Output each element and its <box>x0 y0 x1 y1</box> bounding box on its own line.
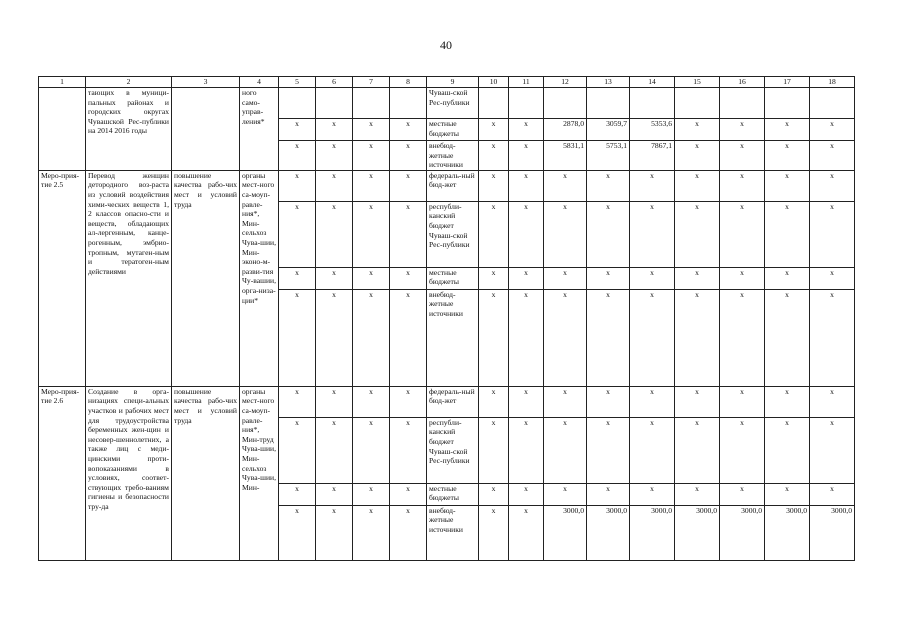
indicator-cell: x <box>509 170 544 201</box>
indicator-cell: x <box>353 505 390 560</box>
indicator-cell: x <box>279 141 316 171</box>
indicator-cell: x <box>316 505 353 560</box>
amount-cell: x <box>810 417 855 483</box>
indicator-cell: x <box>509 289 544 386</box>
measure-id: Меро-прия-тие 2.6 <box>39 386 86 560</box>
indicator-cell: x <box>353 170 390 201</box>
amount-cell: x <box>765 141 810 171</box>
amount-cell: x <box>675 386 720 417</box>
amount-cell: 5353,6 <box>630 119 675 141</box>
funding-source: федераль-ный бюд-жет <box>427 170 479 201</box>
amount-cell: x <box>630 289 675 386</box>
amount-cell: 7867,1 <box>630 141 675 171</box>
indicator-cell: x <box>509 201 544 267</box>
column-number: 3 <box>172 77 240 88</box>
column-number: 15 <box>675 77 720 88</box>
amount-cell: x <box>675 483 720 505</box>
amount-cell: x <box>675 119 720 141</box>
column-number: 5 <box>279 77 316 88</box>
amount-cell: x <box>630 170 675 201</box>
amount-cell: x <box>810 267 855 289</box>
indicator-cell: x <box>390 141 427 171</box>
indicator-cell: x <box>509 483 544 505</box>
indicator-cell: x <box>316 386 353 417</box>
amount-cell: x <box>587 386 630 417</box>
funding-source: местные бюджеты <box>427 267 479 289</box>
amount-cell: x <box>720 289 765 386</box>
indicator-cell: x <box>279 505 316 560</box>
amount-cell: x <box>675 141 720 171</box>
indicator-cell: x <box>353 267 390 289</box>
indicator-cell: x <box>316 141 353 171</box>
amount-cell: x <box>720 417 765 483</box>
indicator-cell: x <box>353 483 390 505</box>
column-number: 9 <box>427 77 479 88</box>
indicator-cell: x <box>353 119 390 141</box>
measure-id <box>39 88 86 171</box>
indicator-cell: x <box>390 119 427 141</box>
funding-source: внебюд-жетные источники <box>427 141 479 171</box>
column-number: 14 <box>630 77 675 88</box>
amount-cell: x <box>720 201 765 267</box>
amount-cell: x <box>810 386 855 417</box>
amount-cell: x <box>765 417 810 483</box>
indicator-cell: x <box>353 201 390 267</box>
amount-cell: 3000,0 <box>587 505 630 560</box>
amount-cell: x <box>587 483 630 505</box>
indicator-cell: x <box>353 417 390 483</box>
amount-cell: x <box>630 267 675 289</box>
amount-cell: x <box>544 289 587 386</box>
amount-cell: 5831,1 <box>544 141 587 171</box>
indicator-cell: x <box>279 417 316 483</box>
amount-cell: x <box>810 119 855 141</box>
amount-cell <box>587 88 630 119</box>
amount-cell: x <box>544 201 587 267</box>
amount-cell: 3000,0 <box>810 505 855 560</box>
table-row <box>39 386 855 417</box>
amount-cell: x <box>765 201 810 267</box>
indicator-cell: x <box>509 505 544 560</box>
indicator-cell: x <box>279 483 316 505</box>
measure-name: Создание в орга-низациях специ-альных участков и рабочих мест для трудоустройства беременных жен-щин и несовер-шеннолетних, а также лиц с меди-цинскими проти-вопоказаниями в условиях, соответ-ствующих требо-ваниям гигиены и безопасности тру-да <box>86 386 172 560</box>
amount-cell: 5753,1 <box>587 141 630 171</box>
indicator-cell: x <box>353 386 390 417</box>
amount-cell: x <box>810 170 855 201</box>
column-number: 18 <box>810 77 855 88</box>
amount-cell: x <box>720 483 765 505</box>
amount-cell <box>630 88 675 119</box>
amount-cell: x <box>675 289 720 386</box>
amount-cell: x <box>720 141 765 171</box>
column-number: 16 <box>720 77 765 88</box>
measure-id: Меро-прия-тие 2.5 <box>39 170 86 386</box>
amount-cell: 3000,0 <box>544 505 587 560</box>
indicator-cell: x <box>509 386 544 417</box>
funding-source: Чуваш-ской Рес-публики <box>427 88 479 119</box>
indicator-cell <box>316 88 353 119</box>
column-number: 10 <box>479 77 509 88</box>
responsible-executors: органы мест-ного са-моуп-равле-ния*, Мин-труд Чува-шии, Мин-сельхоз Чува-шии, Мин- <box>240 386 279 560</box>
measure-goal <box>172 88 240 171</box>
indicator-cell: x <box>390 170 427 201</box>
indicator-cell: x <box>479 505 509 560</box>
indicator-cell: x <box>509 417 544 483</box>
header-row <box>39 77 855 88</box>
indicator-cell: x <box>479 267 509 289</box>
indicator-cell: x <box>316 119 353 141</box>
measure-goal: повышение качества рабо-чих мест и условий труда <box>172 170 240 386</box>
amount-cell <box>765 88 810 119</box>
responsible-executors: органы мест-ного са-моуп-равле-ния*, Мин-сельхоз Чува-шии, Мин-эконо-м-разви-тия Чу-вашии, орга-низа-ции* <box>240 170 279 386</box>
amount-cell: x <box>675 267 720 289</box>
indicator-cell: x <box>279 201 316 267</box>
amount-cell: x <box>765 267 810 289</box>
indicator-cell: x <box>353 141 390 171</box>
indicator-cell <box>509 88 544 119</box>
column-number: 7 <box>353 77 390 88</box>
amount-cell: x <box>587 289 630 386</box>
indicator-cell: x <box>279 289 316 386</box>
amount-cell: x <box>810 483 855 505</box>
indicator-cell <box>279 88 316 119</box>
amount-cell: x <box>720 267 765 289</box>
indicator-cell: x <box>479 483 509 505</box>
funding-source: местные бюджеты <box>427 483 479 505</box>
funding-source: республи-канский бюджет Чуваш-ской Рес-публики <box>427 201 479 267</box>
indicator-cell: x <box>353 289 390 386</box>
amount-cell: x <box>765 289 810 386</box>
amount-cell: x <box>630 201 675 267</box>
amount-cell: x <box>630 386 675 417</box>
indicator-cell: x <box>479 201 509 267</box>
budget-table <box>38 76 855 561</box>
amount-cell: x <box>544 417 587 483</box>
indicator-cell: x <box>390 386 427 417</box>
amount-cell: x <box>765 386 810 417</box>
indicator-cell: x <box>479 170 509 201</box>
indicator-cell: x <box>479 141 509 171</box>
indicator-cell: x <box>390 483 427 505</box>
amount-cell: x <box>587 201 630 267</box>
column-number: 8 <box>390 77 427 88</box>
column-number: 1 <box>39 77 86 88</box>
measure-name: Перевод женщин детородного воз-раста из условий воздействия хими-ческих веществ 1, 2 классов опасно-сти и веществ, обладающих ал-лергенным, канце-рогенным, эмбрио-тропным, мутаген-ным и тератоген-ным действиями <box>86 170 172 386</box>
indicator-cell: x <box>316 201 353 267</box>
amount-cell: 3000,0 <box>675 505 720 560</box>
amount-cell: x <box>810 289 855 386</box>
indicator-cell <box>479 88 509 119</box>
amount-cell: x <box>720 170 765 201</box>
indicator-cell: x <box>279 119 316 141</box>
amount-cell <box>675 88 720 119</box>
amount-cell: x <box>810 201 855 267</box>
table-row <box>39 88 855 119</box>
indicator-cell: x <box>479 119 509 141</box>
funding-source: внебюд-жетные источники <box>427 505 479 560</box>
column-number: 6 <box>316 77 353 88</box>
indicator-cell: x <box>279 170 316 201</box>
indicator-cell: x <box>390 267 427 289</box>
measure-name: тающих в муници-пальных районах и городских округах Чувашской Рес-публики на 2014 2016 годы <box>86 88 172 171</box>
amount-cell: x <box>765 483 810 505</box>
indicator-cell: x <box>509 119 544 141</box>
funding-source: внебюд-жетные источники <box>427 289 479 386</box>
amount-cell: x <box>587 170 630 201</box>
amount-cell: x <box>587 267 630 289</box>
amount-cell: x <box>810 141 855 171</box>
amount-cell <box>544 88 587 119</box>
column-number: 13 <box>587 77 630 88</box>
indicator-cell: x <box>279 386 316 417</box>
column-number: 4 <box>240 77 279 88</box>
indicator-cell: x <box>390 289 427 386</box>
amount-cell: x <box>630 483 675 505</box>
amount-cell: x <box>675 201 720 267</box>
indicator-cell: x <box>316 483 353 505</box>
responsible-executors: ного само-управ-ления* <box>240 88 279 171</box>
amount-cell: x <box>587 417 630 483</box>
indicator-cell: x <box>390 201 427 267</box>
measure-goal: повышение качества рабо-чих мест и условий труда <box>172 386 240 560</box>
column-number: 17 <box>765 77 810 88</box>
indicator-cell: x <box>390 505 427 560</box>
column-number: 11 <box>509 77 544 88</box>
indicator-cell: x <box>316 289 353 386</box>
amount-cell: 3059,7 <box>587 119 630 141</box>
indicator-cell: x <box>479 386 509 417</box>
indicator-cell: x <box>390 417 427 483</box>
indicator-cell: x <box>316 417 353 483</box>
amount-cell <box>720 88 765 119</box>
indicator-cell: x <box>316 170 353 201</box>
amount-cell: x <box>630 417 675 483</box>
funding-source: федераль-ный бюд-жет <box>427 386 479 417</box>
amount-cell: x <box>720 386 765 417</box>
amount-cell: 3000,0 <box>720 505 765 560</box>
amount-cell: x <box>675 170 720 201</box>
table-row <box>39 170 855 201</box>
indicator-cell: x <box>509 141 544 171</box>
amount-cell: x <box>720 119 765 141</box>
amount-cell: x <box>765 170 810 201</box>
indicator-cell <box>390 88 427 119</box>
indicator-cell: x <box>479 417 509 483</box>
amount-cell: 3000,0 <box>765 505 810 560</box>
amount-cell: x <box>544 267 587 289</box>
amount-cell: 2878,0 <box>544 119 587 141</box>
amount-cell: x <box>765 119 810 141</box>
indicator-cell <box>353 88 390 119</box>
amount-cell: 3000,0 <box>630 505 675 560</box>
indicator-cell: x <box>479 289 509 386</box>
page-number: 40 <box>440 38 452 52</box>
amount-cell <box>810 88 855 119</box>
amount-cell: x <box>544 170 587 201</box>
funding-source: республи-канский бюджет Чуваш-ской Рес-публики <box>427 417 479 483</box>
amount-cell: x <box>544 483 587 505</box>
column-number: 2 <box>86 77 172 88</box>
indicator-cell: x <box>316 267 353 289</box>
indicator-cell: x <box>509 267 544 289</box>
funding-source: местные бюджеты <box>427 119 479 141</box>
indicator-cell: x <box>279 267 316 289</box>
amount-cell: x <box>675 417 720 483</box>
amount-cell: x <box>544 386 587 417</box>
column-number: 12 <box>544 77 587 88</box>
